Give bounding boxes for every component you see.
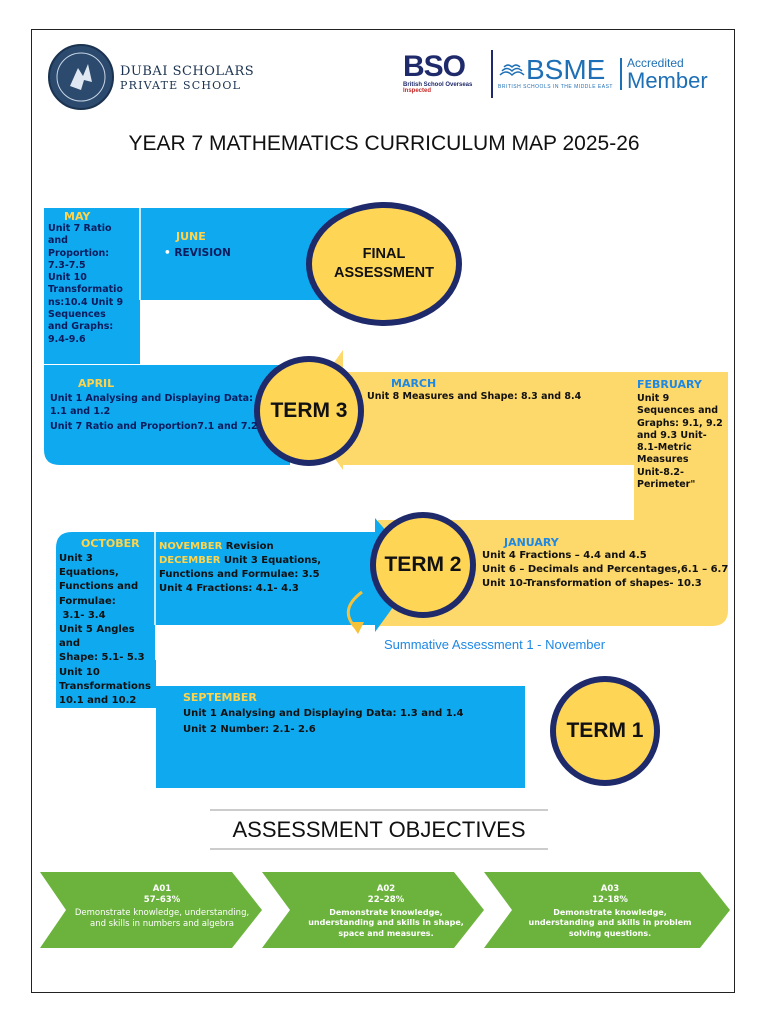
february-line: Measures [637,454,689,466]
summative-note: Summative Assessment 1 - November [384,637,606,652]
october-line: 3.1- 3.4 [59,609,106,621]
november-revision: Revision [225,541,274,552]
october-line: Unit 5 Angles [59,624,135,636]
may-line: Sequences [48,309,106,321]
month-january: JANUARY [504,536,559,549]
ao1-block [74,884,250,930]
school-name-line1: DUBAI SCHOLARS [120,64,255,79]
february-line: Unit 9 [637,393,670,404]
october-line: Unit 10 [59,666,100,678]
april-line: 1.1 and 1.2 [50,406,111,417]
september-line: Unit 1 Analysing and Displaying Data: 1.3 and 1.4 [183,708,464,719]
april-content [50,392,258,433]
may-line: and [48,235,68,247]
may-line: Unit 7 Ratio [48,223,112,234]
january-block [482,536,728,591]
october-line: Shape: 5.1- 5.3 [59,652,145,664]
february-line: Sequences and [637,405,719,417]
term1-circle: TERM 1 [550,676,660,786]
october-line: and [59,638,81,650]
january-line: Unit 6 – Decimals and Percentages,6.1 – 6.7 [482,564,729,575]
september-block [183,691,463,738]
month-february: FEBRUARY [637,378,702,391]
bsme-subtitle: BRITISH SCHOOLS IN THE MIDDLE EAST [498,84,613,90]
ao3-weight: 12-18% [592,895,628,906]
bso-inspected: Inspected [403,88,432,94]
march-line: Unit 8 Measures and Shape: 8.3 and 8.4 [367,391,582,402]
month-november: NOVEMBER [159,541,223,552]
march-block [367,377,581,404]
december-line: Functions and Formulae: 3.5 [159,568,320,580]
june-content: • REVISION [164,247,231,259]
ao1-weight: 57–63% [143,895,181,906]
february-line: 8.1-Metric [637,442,692,454]
february-content [637,393,729,491]
june-block [164,230,231,260]
june-revision: REVISION [174,247,231,259]
ao2-block [298,884,474,939]
february-line: Perimeter" [637,479,696,491]
april-block [50,377,258,433]
month-september: SEPTEMBER [183,691,257,704]
october-line: Transformations [59,680,151,692]
december-line: Unit 4 Fractions: 4.1- 4.3 [159,582,299,594]
final-label: FINAL [362,246,406,262]
february-block [637,378,729,491]
september-content [183,706,463,738]
assessment-label: ASSESSMENT [334,265,434,281]
bso-logo-text: BSO [403,50,466,83]
november-line [159,540,321,554]
ao2-description: Demonstrate knowledge, understanding and skills in shape, space and measures. [308,908,464,938]
february-line: and 9.3 Unit- [637,429,707,441]
page-title: YEAR 7 MATHEMATICS CURRICULUM MAP 2025-26 [128,132,640,155]
may-line: and Graphs: [48,321,114,333]
term3-circle: TERM 3 [254,356,364,466]
january-line: Unit 4 Fractions – 4.4 and 4.5 [482,550,647,561]
month-april: APRIL [78,377,115,390]
month-may: MAY [64,210,91,223]
bsme-logo-text: BSME [526,54,606,85]
accredited-label: Accredited [627,56,684,70]
bso-subtitle: British School Overseas [403,82,473,88]
may-line: Proportion: [48,247,110,259]
december-line: Unit 3 Equations, [223,554,322,566]
september-line: Unit 2 Number: 2.1- 2.6 [183,724,316,735]
may-line: Transformatio [48,284,123,296]
february-line: Unit-8.2- [637,466,684,478]
october-line: Functions and [59,581,139,593]
term2-circle: TERM 2 [370,512,476,618]
may-line: ns:10.4 Unit 9 [48,296,124,308]
may-line: 7.3-7.5 [48,259,86,271]
october-content [59,552,155,708]
ao3-code: A03 [600,884,620,894]
ao1-description: Demonstrate knowledge, understanding, and skills in numbers and algebra [74,908,250,930]
month-march: MARCH [391,377,437,390]
nov-dec-block [159,540,321,596]
month-december: DECEMBER [159,554,221,566]
final-assessment-circle [306,202,462,326]
may-line: Unit 10 [48,272,87,284]
april-line: Unit 1 Analysing and Displaying Data: [50,393,253,404]
october-block [59,537,155,708]
december-content [159,554,321,596]
january-content [482,549,728,591]
month-october: OCTOBER [81,537,140,550]
ao1-code: A01 [152,884,172,894]
may-line: 9.4-9.6 [48,333,86,345]
january-line: Unit 10-Transformation of shapes- 10.3 [482,578,702,589]
member-label: Member [627,68,708,93]
ao3-block [520,884,700,939]
objectives-heading: ASSESSMENT OBJECTIVES [232,817,526,842]
may-content [48,223,138,346]
ao2-code: A02 [376,884,396,894]
april-line: Unit 7 Ratio and Proportion7.1 and 7.2 [50,421,258,432]
october-line: 10.1 and 10.2 [59,695,137,707]
february-line: Graphs: 9.1, 9.2 [637,417,723,429]
month-june: JUNE [176,230,206,243]
ao3-description: Demonstrate knowledge, understanding and skills in problem solving questions. [528,908,692,938]
school-name-line2: PRIVATE SCHOOL [120,79,242,92]
ao2-weight: 22–28% [367,895,405,906]
october-line: Formulae: [59,595,116,607]
may-block [48,210,138,346]
october-line: Unit 3 Equations, [59,553,119,579]
